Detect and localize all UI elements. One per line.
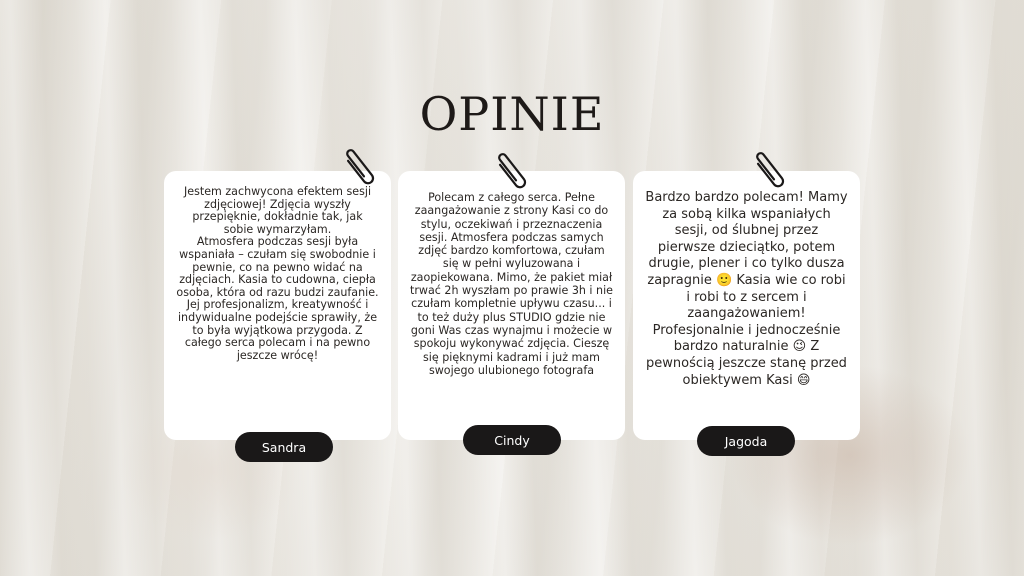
author-badge-sandra: Sandra	[235, 432, 333, 462]
review-text: Polecam z całego serca. Pełne zaangażowanie z strony Kasi co do stylu, oczekiwań i przeznaczenia sesji. Atmosfera podczas samych zdjęć bardzo komfortowa, czułam się w pełni wyluzowana i zaopiekowana. Mimo, że pakiet miał trwać 2h wyszłam po prawie 3h i nie czułam kompletnie upływu czasu... i to też duży plus STUDIO gdzie nie goni Was czas wynajmu i możecie w spokoju wykonywać zdjęcia. Cieszę się pięknymi kadrami i już mam swojego ulubionego fotografa	[410, 191, 613, 377]
review-text: Bardzo bardzo polecam! Mamy za sobą kilka wspaniałych sesji, od ślubnej przez pierwsze dzieciątko, potem drugie, plener i co tylko dusza zapragnie 🙂 Kasia wie co robi i robi to z sercem i zaangażowaniem! Profesjonalnie i jednocześnie bardzo naturalnie 😉 Z pewnością jeszcze stanę przed obiektywem Kasi 😄	[645, 190, 848, 388]
paperclip-icon	[750, 148, 790, 194]
paperclip-icon	[340, 145, 380, 191]
author-badge-cindy: Cindy	[463, 425, 561, 455]
page-title: OPINIE	[419, 86, 605, 141]
review-card-sandra	[164, 171, 391, 440]
review-text: Atmosfera podczas sesji była wspaniała – czułam się swobodnie i pewnie, co na pewno widać na zdjęciach. Kasia to cudowna, ciepła osoba, która od razu budzi zaufanie.	[176, 235, 379, 299]
review-card-jagoda	[633, 171, 860, 440]
review-card-cindy	[398, 171, 625, 440]
author-badge-jagoda: Jagoda	[697, 426, 795, 456]
review-text: Jestem zachwycona efektem sesji zdjęciowej! Zdjęcia wyszły przepięknie, dokładnie tak, jak sobie wymarzyłam.	[183, 185, 372, 236]
review-text: Jej profesjonalizm, kreatywność i indywidualne podejście sprawiły, że to była wyjątkowa przygoda. Z całego serca polecam i na pewno jeszcze wrócę!	[177, 298, 378, 362]
paperclip-icon	[492, 149, 532, 195]
